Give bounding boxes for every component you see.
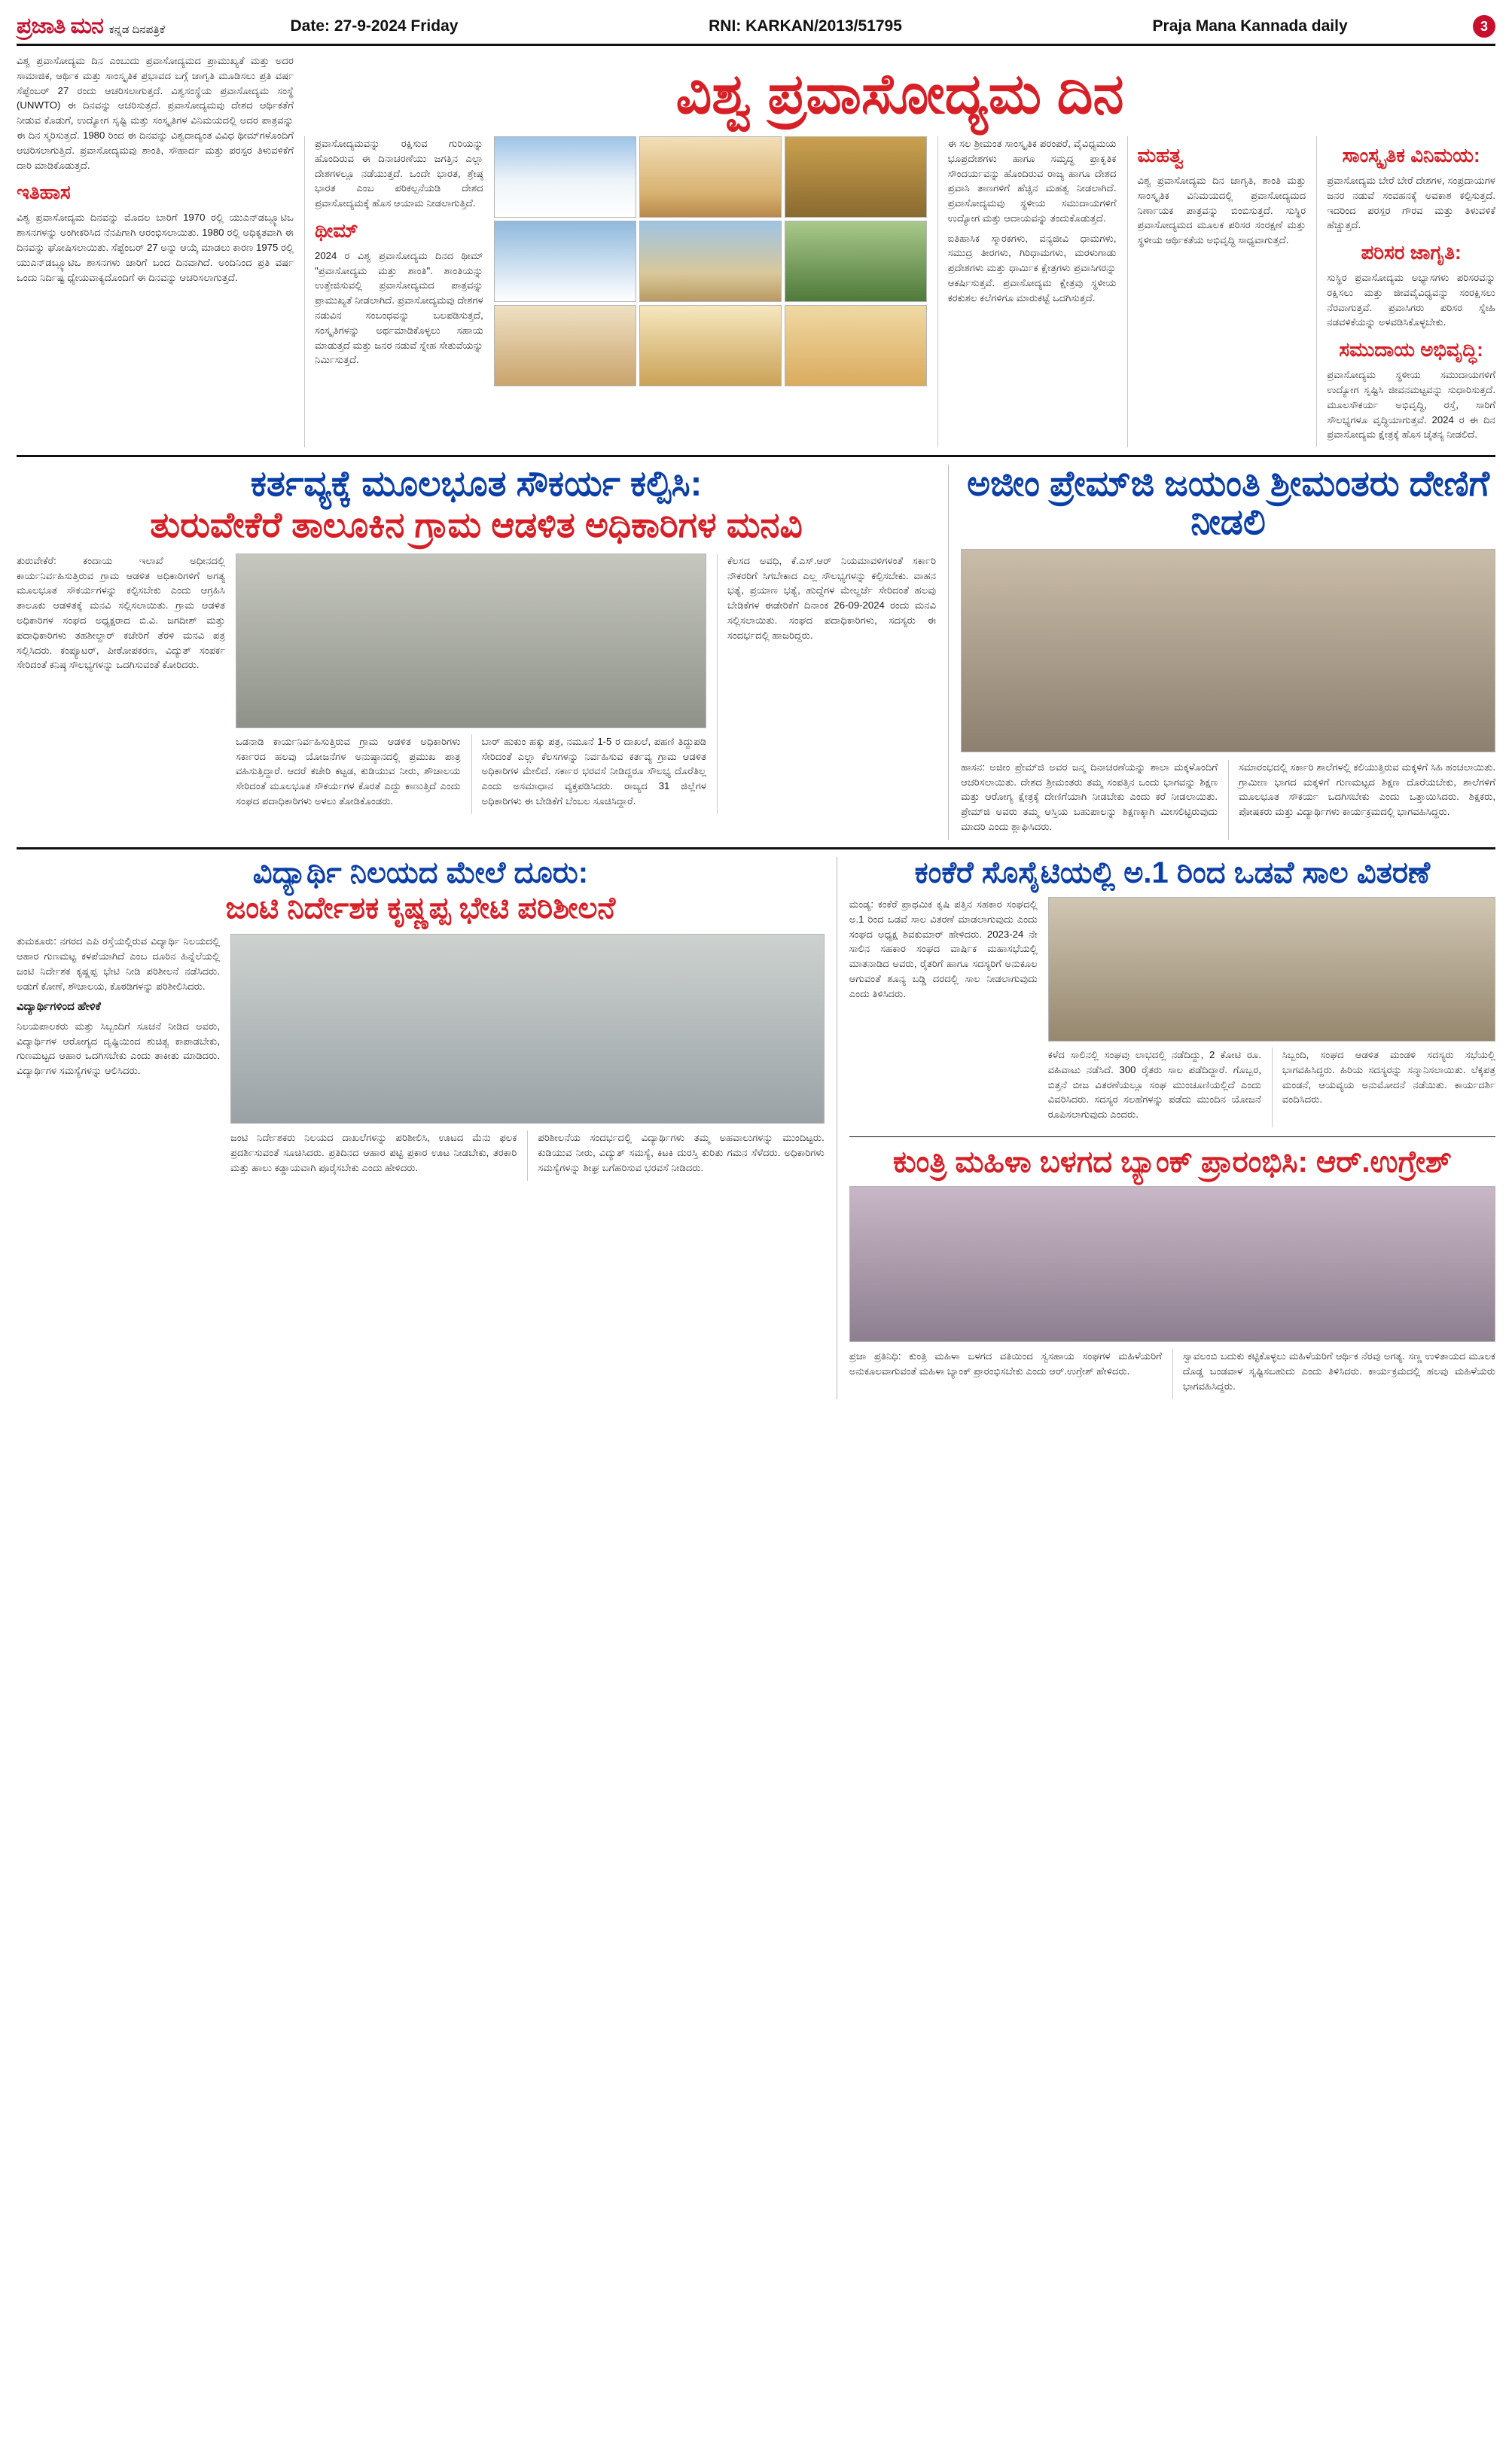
story2-column-1: [17, 554, 225, 814]
lead-column-2: [304, 136, 483, 447]
story4-col1-text: ತುಮಕೂರು: ನಗರದ ಎಪಿ ರಸ್ತೆಯಲ್ಲಿರುವ ವಿದ್ಯಾರ್ಥಿ ನಿಲಯದಲ್ಲಿ ಆಹಾರ ಗುಣಮಟ್ಟ ಕಳಪೆಯಾಗಿದೆ ಎಂಬ ದೂರಿನ ಹಿನ್ನೆಲೆಯಲ್ಲಿ ಜಂಟಿ ನಿರ್ದೇಶಕ ಕೃಷ್ಣಪ್ಪ ಭೇಟಿ ನೀಡಿ ಪರಿಶೀಲನೆ ನಡೆಸಿದರು. ಅಡುಗೆ ಕೋಣೆ, ಶೌಚಾಲಯ, ಕೊಠಡಿಗಳನ್ನು ಪರಿಶೀಲಿಸಿದರು.: [17, 935, 220, 992]
story5-column-1: [849, 897, 1038, 1127]
publication-logo: [17, 14, 165, 39]
story3-column-2: [1228, 760, 1495, 840]
heritage-temple-photo: [639, 305, 782, 386]
lead-headline: ವಿಶ್ವ ಪ್ರವಾಸೋದ್ಯಮ ದಿನ: [675, 63, 1124, 125]
lead-sub-head-2: ಪರಿಸರ ಜಾಗೃತಿ:: [1361, 241, 1462, 264]
story2-col3-text: ಬಾರ್ ಹುಕುಂ ಹಕ್ಕು ಪತ್ರ, ನಮೂನೆ 1-5 ರ ದಾಖಲೆ, ಪಹಣಿ ತಿದ್ದುಪಡಿ ಸೇರಿದಂತೆ ಎಲ್ಲಾ ಕೆಲಸಗಳನ್ನು ನಿರ್ವಹಿಸುವ ಕರ್ತವ್ಯ ಗ್ರಾಮ ಆಡಳಿತ ಅಧಿಕಾರಿಗಳ ಮೇಲಿದೆ. ಸರ್ಕಾರ ಭರವಸೆ ನೀಡಿದ್ದರೂ ಸೌಲಭ್ಯ ದೊರೆತಿಲ್ಲ ಎಂದು ಅಸಮಾಧಾನ ವ್ಯಕ್ತಪಡಿಸಿದರು. ರಾಜ್ಯದ 31 ಜಿಲ್ಲೆಗಳ ಅಧಿಕಾರಿಗಳು ಈ ಬೇಡಿಕೆಗೆ ಬೆಂಬಲ ಸೂಚಿಸಿದ್ದಾರೆ.: [481, 735, 707, 807]
lead-col1-text: ವಿಶ್ವ ಪ್ರವಾಸೋದ್ಯಮ ದಿನ ಎಂಬುದು ಪ್ರವಾಸೋದ್ಯಮದ ಪ್ರಾಮುಖ್ಯತೆ ಮತ್ತು ಅದರ ಸಾಮಾಜಿಕ, ಆರ್ಥಿಕ ಮತ್ತು ಸಾಂಸ್ಕೃತಿಕ ಪ್ರಭಾವದ ಬಗ್ಗೆ ಜಾಗೃತಿ ಮೂಡಿಸಲು ಪ್ರತಿ ವರ್ಷ ಸೆಪ್ಟೆಂಬರ್ 27 ರಂದು ಆಚರಿಸಲಾಗುತ್ತದೆ. ವಿಶ್ವಸಂಸ್ಥೆಯ ಪ್ರವಾಸೋದ್ಯಮ ಸಂಸ್ಥೆ (UNWTO) ಈ ದಿನವನ್ನು ಆಚರಿಸುತ್ತದೆ. ಪ್ರವಾಸೋದ್ಯಮವು ದೇಶದ ಆರ್ಥಿಕತೆಗೆ ನೀಡುವ ಕೊಡುಗೆ, ಉದ್ಯೋಗ ಸೃಷ್ಟಿ ಮತ್ತು ಸಂಸ್ಕೃತಿಗಳ ವಿನಿಮಯದಲ್ಲಿ ಅದರ ಪಾತ್ರವನ್ನು ಈ ದಿನ ಸ್ಮರಿಸುತ್ತದೆ. 1980 ರಿಂದ ಈ ದಿನವನ್ನು ವಿಶ್ವದಾದ್ಯಂತ ವಿವಿಧ ಥೀಮ್‌ಗಳೊಂದಿಗೆ ಆಚರಿಸಲಾಗುತ್ತಿದೆ. ಪ್ರವಾಸೋದ್ಯಮವು ಶಾಂತಿ, ಸೌಹಾರ್ದ ಮತ್ತು ಪರಸ್ಪರ ತಿಳುವಳಿಕೆಗೆ ದಾರಿ ಮಾಡಿಕೊಡುತ್ತದೆ.: [17, 55, 294, 171]
lead-theme-head: ಥೀಮ್: [315, 218, 358, 242]
section-divider-1: [17, 455, 1495, 457]
lead-theme-text: 2024 ರ ವಿಶ್ವ ಪ್ರವಾಸೋದ್ಯಮ ದಿನದ ಥೀಮ್ "ಪ್ರವಾಸೋದ್ಯಮ ಮತ್ತು ಶಾಂತಿ". ಶಾಂತಿಯನ್ನು ಉತ್ತೇಜಿಸುವಲ್ಲಿ ಪ್ರವಾಸೋದ್ಯಮದ ಪಾತ್ರವನ್ನು ಪ್ರಾಮುಖ್ಯತೆ ನೀಡಲಾಗಿದೆ. ಪ್ರವಾಸೋದ್ಯಮವು ದೇಶಗಳ ನಡುವಿನ ಸಂಬಂಧವನ್ನು ಬಲಪಡಿಸುತ್ತದೆ, ಸಂಸ್ಕೃತಿಗಳನ್ನು ಅರ್ಥಮಾಡಿಕೊಳ್ಳಲು ಸಹಾಯ ಮಾಡುತ್ತದೆ ಮತ್ತು ಜನರ ನಡುವೆ ಸ್ನೇಹ ಸೇತುವೆಯನ್ನು ನಿರ್ಮಿಸುತ್ತದೆ.: [315, 249, 483, 366]
lead-sub-text-1: ಪ್ರವಾಸೋದ್ಯಮ ಬೇರೆ ಬೇರೆ ದೇಶಗಳ, ಸಂಪ್ರದಾಯಗಳ ಜನರ ನಡುವೆ ಸಂವಹನಕ್ಕೆ ಅವಕಾಶ ಕಲ್ಪಿಸುತ್ತದೆ. ಇದರಿಂದ ಪರಸ್ಪರ ಗೌರವ ಮತ್ತು ತಿಳುವಳಿಕೆ ಹೆಚ್ಚುತ್ತದೆ.: [1327, 174, 1495, 231]
lead-column-1: [17, 53, 294, 447]
camel-desert-photo: [785, 305, 927, 386]
stone-monument-photo: [639, 136, 782, 218]
india-gate-photo: [639, 221, 782, 302]
inspection-office-photo: [230, 934, 825, 1124]
story4-column-3: [527, 1130, 824, 1180]
story4-headline-line1: ವಿದ್ಯಾರ್ಥಿ ನಿಲಯದ ಮೇಲೆ ದೂರು:: [252, 856, 589, 889]
story2-column-4: [717, 554, 936, 814]
story3-column-1: [961, 760, 1218, 840]
lead-importance-text: ವಿಶ್ವ ಪ್ರವಾಸೋದ್ಯಮ ದಿನ ಜಾಗೃತಿ, ಶಾಂತಿ ಮತ್ತು ಸಾಂಸ್ಕೃತಿಕ ವಿನಿಮಯದಲ್ಲಿ ಪ್ರವಾಸೋದ್ಯಮದ ನಿರ್ಣಾಯಕ ಪಾತ್ರವನ್ನು ಬಿಂಬಿಸುತ್ತದೆ. ಸುಸ್ಥಿರ ಪ್ರವಾಸೋದ್ಯಮದ ಮೂಲಕ ಪರಿಸರ ಸಂರಕ್ಷಣೆ ಮತ್ತು ಸ್ಥಳೀಯ ಆರ್ಥಿಕತೆಯ ಅಭಿವೃದ್ಧಿ ಸಾಧ್ಯವಾಗುತ್ತದೆ.: [1137, 174, 1306, 246]
snow-mountain-photo: [494, 136, 636, 218]
rni-number: RNI: KARKAN/2013/51795: [709, 17, 902, 35]
story6-col1-text: ಪ್ರಜಾ ಪ್ರತಿನಿಧಿ: ಕುಂತ್ರಿ ಮಹಿಳಾ ಬಳಗದ ವತಿಯಿಂದ ಸ್ವಸಹಾಯ ಸಂಘಗಳ ಮಹಿಳೆಯರಿಗೆ ಅನುಕೂಲವಾಗುವಂತೆ ಮಹಿಳಾ ಬ್ಯಾಂಕ್ ಪ್ರಾರಂಭಿಸಬೇಕು ಎಂದು ಆರ್.ಉಗ್ರೇಶ್ ಹೇಳಿದರು.: [849, 1350, 1162, 1377]
lead-importance-head: ಮಹತ್ವ: [1137, 143, 1184, 166]
section-divider-2: [17, 847, 1495, 849]
children-celebration-photo: [961, 549, 1495, 752]
story2-column-2: [236, 734, 461, 814]
lead-column-6: [1316, 136, 1495, 447]
story5-headline: ಕಂಕೆರೆ ಸೊಸೈಟಿಯಲ್ಲಿ ಅ.1 ರಿಂದ ಒಡವೆ ಸಾಲ ವಿತರಣೆ: [914, 856, 1431, 889]
story6-col2-text: ಸ್ವಾವಲಂಬಿ ಬದುಕು ಕಟ್ಟಿಕೊಳ್ಳಲು ಮಹಿಳೆಯರಿಗೆ ಆರ್ಥಿಕ ನೆರವು ಅಗತ್ಯ. ಸಣ್ಣ ಉಳಿತಾಯದ ಮೂಲಕ ದೊಡ್ಡ ಬಂಡವಾಳ ಸೃಷ್ಟಿಸಬಹುದು ಎಂದು ತಿಳಿಸಿದರು. ಕಾರ್ಯಕ್ರಮದಲ್ಲಿ ಹಲವು ಮಹಿಳೆಯರು ಭಾಗವಹಿಸಿದ್ದರು.: [1182, 1350, 1495, 1392]
story4-headline-line2: ಜಂಟಿ ನಿರ್ದೇಶಕ ಕೃಷ್ಣಪ್ಪ ಭೇಟಿ ಪರಿಶೀಲನೆ: [225, 891, 616, 925]
story3-headline: ಅಜೀಂ ಪ್ರೇಮ್‌ಜಿ ಜಯಂತಿ ಶ್ರೀಮಂತರು ದೇಣಿಗೆ ನೀಡಲಿ: [967, 463, 1489, 542]
logo-sub-text: ಕನ್ನಡ ದಿನಪತ್ರಿಕೆ: [108, 23, 166, 36]
lead-history-head: ಇತಿಹಾಸ: [17, 181, 71, 204]
story4-col1b-text: ನಿಲಯಪಾಲಕರು ಮತ್ತು ಸಿಬ್ಬಂದಿಗೆ ಸೂಚನೆ ನೀಡಿದ ಅವರು, ವಿದ್ಯಾರ್ಥಿಗಳ ಆರೋಗ್ಯದ ದೃಷ್ಟಿಯಿಂದ ಶುಚಿತ್ವ ಕಾಪಾಡಬೇಕು, ಗುಣಮಟ್ಟದ ಆಹಾರ ಒದಗಿಸಬೇಕು ಎಂದು ತಾಕೀತು ಮಾಡಿದರು. ವಿದ್ಯಾರ್ಥಿಗಳ ಸಮಸ್ಯೆಗಳನ್ನು ಆಲಿಸಿದರು.: [17, 1020, 220, 1077]
story3-col1-text: ಹಾಸನ: ಅಜೀಂ ಪ್ರೇಮ್‌ಜಿ ಅವರ ಜನ್ಮ ದಿನಾಚರಣೆಯನ್ನು ಶಾಲಾ ಮಕ್ಕಳೊಂದಿಗೆ ಆಚರಿಸಲಾಯಿತು. ದೇಶದ ಶ್ರೀಮಂತರು ತಮ್ಮ ಸಂಪತ್ತಿನ ಒಂದು ಭಾಗವನ್ನು ಶಿಕ್ಷಣ ಮತ್ತು ಆರೋಗ್ಯ ಕ್ಷೇತ್ರಕ್ಕೆ ದೇಣಿಗೆಯಾಗಿ ನೀಡಬೇಕು ಎಂದು ಕರೆ ನೀಡಲಾಯಿತು. ಪ್ರೇಮ್‌ಜಿ ಅವರು ತಮ್ಮ ಆಸ್ತಿಯ ಬಹುಪಾಲನ್ನು ಶಿಕ್ಷಣಕ್ಕಾಗಿ ಮೀಸಲಿಟ್ಟಿರುವುದು ಮಾದರಿ ಎಂದು ಶ್ಲಾಘಿಸಿದರು.: [961, 761, 1218, 832]
lead-sub-text-3: ಪ್ರವಾಸೋದ್ಯಮ ಸ್ಥಳೀಯ ಸಮುದಾಯಗಳಿಗೆ ಉದ್ಯೋಗ ಸೃಷ್ಟಿಸಿ ಜೀವನಮಟ್ಟವನ್ನು ಸುಧಾರಿಸುತ್ತದೆ. ಮೂಲಸೌಕರ್ಯ ಅಭಿವೃದ್ಧಿ, ರಸ್ತೆ, ಸಾರಿಗೆ ಸೌಲಭ್ಯಗಳೂ ವೃದ್ಧಿಯಾಗುತ್ತವೆ. 2024 ರ ಈ ದಿನ ಪ್ರವಾಸೋದ್ಯಮ ಕ್ಷೇತ್ರಕ್ಕೆ ಹೊಸ ಚೈತನ್ಯ ನೀಡಲಿದೆ.: [1327, 369, 1495, 441]
story2-col1-text: ತುರುವೇಕೆರೆ: ಕಂದಾಯ ಇಲಾಖೆ ಅಧೀನದಲ್ಲಿ ಕಾರ್ಯನಿರ್ವಹಿಸುತ್ತಿರುವ ಗ್ರಾಮ ಆಡಳಿತ ಅಧಿಕಾರಿಗಳಿಗೆ ಅಗತ್ಯ ಮೂಲಭೂತ ಸೌಕರ್ಯಗಳನ್ನು ಕಲ್ಪಿಸಬೇಕು ಎಂದು ಆಗ್ರಹಿಸಿ ತಾಲೂಕು ಆಡಳಿತಕ್ಕೆ ಮನವಿ ಸಲ್ಲಿಸಲಾಯಿತು. ಗ್ರಾಮ ಆಡಳಿತ ಅಧಿಕಾರಿಗಳ ಸಂಘದ ಅಧ್ಯಕ್ಷರಾದ ಬಿ.ವಿ. ಜಗದೀಶ್ ಮತ್ತು ಪದಾಧಿಕಾರಿಗಳು ತಹಶೀಲ್ದಾರ್ ಕಚೇರಿಗೆ ತೆರಳಿ ಮನವಿ ಪತ್ರ ಸಲ್ಲಿಸಿದರು. ಕಂಪ್ಯೂಟರ್, ಪೀಠೋಪಕರಣ, ವಿದ್ಯುತ್ ಸಂಪರ್ಕ ಸೇರಿದಂತೆ ಕನಿಷ್ಠ ಸೌಲಭ್ಯಗಳನ್ನು ಒದಗಿಸುವಂತೆ ಕೋರಿದರು.: [17, 554, 226, 671]
lead-col2-text: ಪ್ರವಾಸೋದ್ಯಮವನ್ನು ರಕ್ಷಿಸುವ ಗುರಿಯನ್ನು ಹೊಂದಿರುವ ಈ ದಿನಾಚರಣೆಯು ಜಗತ್ತಿನ ಎಲ್ಲಾ ದೇಶಗಳಲ್ಲೂ ನಡೆಯುತ್ತದೆ. ಒಂದೇ ಭಾರತ, ಶ್ರೇಷ್ಠ ಭಾರತ ಎಂಬ ಪರಿಕಲ್ಪನೆಯಡಿ ದೇಶದ ಪ್ರವಾಸೋದ್ಯಮಕ್ಕೆ ಹೊಸ ಆಯಾಮ ನೀಡಲಾಗುತ್ತಿದೆ.: [315, 137, 483, 209]
story4-col2-text: ಜಂಟಿ ನಿರ್ದೇಶಕರು ನಿಲಯದ ದಾಖಲೆಗಳನ್ನು ಪರಿಶೀಲಿಸಿ, ಊಟದ ಮೆನು ಫಲಕ ಪ್ರದರ್ಶಿಸುವಂತೆ ಸೂಚಿಸಿದರು. ಪ್ರತಿದಿನದ ಆಹಾರ ಪಟ್ಟಿ ಪ್ರಕಾರ ಊಟ ನೀಡಬೇಕು, ತರಕಾರಿ ಮತ್ತು ಹಾಲು ಕಡ್ಡಾಯವಾಗಿ ಪೂರೈಸಬೇಕು ಎಂದು ಹೇಳಿದರು.: [230, 1132, 517, 1173]
story4-subhead: ವಿದ್ಯಾರ್ಥಿಗಳಿಂದ ಹೇಳಿಕೆ: [17, 1000, 101, 1014]
temple-photo: [494, 305, 636, 386]
story2-col2-text: ಒಡನಾಡಿ ಕಾರ್ಯನಿರ್ವಹಿಸುತ್ತಿರುವ ಗ್ರಾಮ ಆಡಳಿತ ಅಧಿಕಾರಿಗಳು ಸರ್ಕಾರದ ಹಲವು ಯೋಜನೆಗಳ ಅನುಷ್ಠಾನದಲ್ಲಿ ಪ್ರಮುಖ ಪಾತ್ರ ವಹಿಸುತ್ತಿದ್ದಾರೆ. ಆದರೆ ಕಚೇರಿ ಕಟ್ಟಡ, ಕುಡಿಯುವ ನೀರು, ಶೌಚಾಲಯ ಸೇರಿದಂತೆ ಮೂಲಭೂತ ಸೌಕರ್ಯಗಳ ಕೊರತೆ ಎದ್ದು ಕಾಣುತ್ತಿದೆ ಎಂದು ಸಂಘದ ಪದಾಧಿಕಾರಿಗಳು ಅಳಲು ತೋಡಿಕೊಂಡರು.: [236, 735, 461, 807]
story6-column-2: [1172, 1349, 1495, 1398]
story2-headline-line1: ಕರ್ತವ್ಯಕ್ಕೆ ಮೂಲಭೂತ ಸೌಕರ್ಯ ಕಲ್ಪಿಸಿ:: [250, 463, 703, 504]
story6-column-1: [849, 1349, 1162, 1398]
society-meeting-photo: [1048, 897, 1495, 1042]
section-divider-3: [849, 1136, 1495, 1137]
story5-column-2: [1048, 1048, 1261, 1127]
masthead: [17, 14, 1495, 46]
hill-station-photo: [785, 221, 927, 302]
story2-column-3: [471, 734, 707, 814]
lead-column-5: [1127, 136, 1306, 447]
women-group-photo: [849, 1186, 1495, 1342]
lead-sub-head-1: ಸಾಂಸ್ಕೃತಿಕ ವಿನಿಮಯ:: [1342, 143, 1480, 166]
story2-headline-line2: ತುರುವೇಕೆರೆ ತಾಲೂಕಿನ ಗ್ರಾಮ ಆಡಳಿತ ಅಧಿಕಾರಿಗಳ ಮನವಿ: [150, 505, 803, 545]
ski-slope-photo: [494, 221, 636, 302]
story5-col3-text: ಸಿಬ್ಬಂದಿ, ಸಂಘದ ಆಡಳಿತ ಮಂಡಳಿ ಸದಸ್ಯರು ಸಭೆಯಲ್ಲಿ ಭಾಗವಹಿಸಿದ್ದರು. ಹಿರಿಯ ಸದಸ್ಯರನ್ನು ಸನ್ಮಾನಿಸಲಾಯಿತು. ಲೆಕ್ಕಪತ್ರ ಮಂಡನೆ, ಆಯವ್ಯಯ ಅನುಮೋದನೆ ನಡೆಯಿತು. ಕಾರ್ಯದರ್ಶಿ ವಂದಿಸಿದರು.: [1282, 1048, 1495, 1106]
lead-photo-grid: [494, 136, 927, 447]
lead-sub-text-2: ಸುಸ್ಥಿರ ಪ್ರವಾಸೋದ್ಯಮ ಅಭ್ಯಾಸಗಳು ಪರಿಸರವನ್ನು ರಕ್ಷಿಸಲು ಮತ್ತು ಜೀವವೈವಿಧ್ಯವನ್ನು ಸಂರಕ್ಷಿಸಲು ನೆರವಾಗುತ್ತವೆ. ಪ್ರವಾಸಿಗರು ಪರಿಸರ ಸ್ನೇಹಿ ನಡವಳಿಕೆಯನ್ನು ಅಳವಡಿಸಿಕೊಳ್ಳಬೇಕು.: [1327, 272, 1495, 328]
lead-col4-text: ಐತಿಹಾಸಿಕ ಸ್ಮಾರಕಗಳು, ವನ್ಯಜೀವಿ ಧಾಮಗಳು, ಸಮುದ್ರ ತೀರಗಳು, ಗಿರಿಧಾಮಗಳು, ಮರಳುಗಾಡು ಪ್ರದೇಶಗಳು ಮತ್ತು ಧಾರ್ಮಿಕ ಕ್ಷೇತ್ರಗಳು ಪ್ರವಾಸಿಗರನ್ನು ಆಕರ್ಷಿಸುತ್ತವೆ. ಪ್ರವಾಸೋದ್ಯಮ ಕ್ಷೇತ್ರವು ಸ್ಥಳೀಯ ಕರಕುಶಲ ಕಲೆಗಳಿಗೂ ಮಾರುಕಟ್ಟೆ ಒದಗಿಸುತ್ತದೆ.: [947, 232, 1117, 303]
tiger-photo: [785, 136, 927, 218]
publication-title-en: Praja Mana Kannada daily: [1152, 17, 1348, 35]
story5-col1-text: ಮಂಡ್ಯ: ಕಂಕೆರೆ ಪ್ರಾಥಮಿಕ ಕೃಷಿ ಪತ್ತಿನ ಸಹಕಾರ ಸಂಘದಲ್ಲಿ ಅ.1 ರಿಂದ ಒಡವೆ ಸಾಲ ವಿತರಣೆ ಮಾಡಲಾಗುವುದು ಎಂದು ಸಂಘದ ಅಧ್ಯಕ್ಷ ಶಿವಕುಮಾರ್ ಹೇಳಿದರು. 2023-24 ನೇ ಸಾಲಿನ ಸಹಕಾರ ಸಂಘದ ವಾರ್ಷಿಕ ಮಹಾಸಭೆಯಲ್ಲಿ ಮಾತನಾಡಿದ ಅವರು, ರೈತರಿಗೆ ಹಾಗೂ ಸದಸ್ಯರಿಗೆ ಅನುಕೂಲ ಆಗುವಂತೆ ಶೂನ್ಯ ಬಡ್ಡಿ ದರದಲ್ಲಿ ಸಾಲ ನೀಡಲಾಗುವುದು ಎಂದು ತಿಳಿಸಿದರು.: [849, 898, 1038, 999]
lead-history-text: ವಿಶ್ವ ಪ್ರವಾಸೋದ್ಯಮ ದಿನವನ್ನು ಮೊದಲ ಬಾರಿಗೆ 1970 ರಲ್ಲಿ ಯುಎನ್‌ಡಬ್ಲ್ಯೂಟಿಒ ಶಾಸನಗಳನ್ನು ಅಂಗೀಕರಿಸಿದ ನೆನಪಿಗಾಗಿ ಆರಂಭಿಸಲಾಯಿತು. 1980 ರಲ್ಲಿ ಅಧಿಕೃತವಾಗಿ ಈ ದಿನವನ್ನು ಘೋಷಿಸಲಾಯಿತು. ಸೆಪ್ಟೆಂಬರ್ 27 ಅನ್ನು ಆಯ್ಕೆ ಮಾಡಲು ಕಾರಣ 1975 ರಲ್ಲಿ ಯುಎನ್‌ಡಬ್ಲ್ಯೂಟಿಒ ಶಾಸನಗಳು ಜಾರಿಗೆ ಬಂದ ದಿನವಾಗಿದೆ. ಅಂದಿನಿಂದ ಪ್ರತಿ ವರ್ಷ ಒಂದು ನಿರ್ದಿಷ್ಟ ಧ್ಯೇಯವಾಕ್ಯದೊಂದಿಗೆ ಈ ದಿನವನ್ನು ಆಚರಿಸಲಾಗುತ್ತದೆ.: [17, 212, 294, 283]
story4-col3-text: ಪರಿಶೀಲನೆಯ ಸಂದರ್ಭದಲ್ಲಿ ವಿದ್ಯಾರ್ಥಿಗಳು ತಮ್ಮ ಅಹವಾಲುಗಳನ್ನು ಮುಂದಿಟ್ಟರು. ಕುಡಿಯುವ ನೀರು, ವಿದ್ಯುತ್ ಸಮಸ್ಯೆ, ಕಿಟಕಿ ದುರಸ್ತಿ ಕುರಿತು ಗಮನ ಸೆಳೆದರು. ಅಧಿಕಾರಿಗಳು ಸಮಸ್ಯೆಗಳನ್ನು ಶೀಘ್ರ ಬಗೆಹರಿಸುವ ಭರವಸೆ ನೀಡಿದರು.: [538, 1132, 825, 1173]
story5-column-3: [1272, 1048, 1495, 1127]
story4-column-1: [17, 934, 220, 1180]
story2-col4-text: ಕೆಲಸದ ಅವಧಿ, ಕೆ.ಎಸ್.ಆರ್ ನಿಯಮಾವಳಿಗಳಂತೆ ಸರ್ಕಾರಿ ನೌಕರರಿಗೆ ಸಿಗಬೇಕಾದ ಎಲ್ಲ ಸೌಲಭ್ಯಗಳನ್ನು ಕಲ್ಪಿಸಬೇಕು. ವಾಹನ ಭತ್ಯೆ, ಪ್ರಯಾಣ ಭತ್ಯೆ, ಹುದ್ದೆಗಳ ಮೇಲ್ದರ್ಜೆ ಸೇರಿದಂತೆ ಹಲವು ಬೇಡಿಕೆಗಳ ಈಡೇರಿಕೆಗೆ ದಿನಾಂಕ 26-09-2024 ರಂದು ಮನವಿ ಸಲ್ಲಿಸಲಾಯಿತು. ಸಂಘದ ಪದಾಧಿಕಾರಿಗಳು, ಸದಸ್ಯರು ಈ ಸಂದರ್ಭದಲ್ಲಿ ಹಾಜರಿದ್ದರು.: [727, 554, 937, 641]
lead-sub-head-3: ಸಮುದಾಯ ಅಭಿವೃದ್ಧಿ:: [1339, 338, 1483, 361]
issue-date: Date: 27-9-2024 Friday: [290, 17, 459, 35]
story5-col2-text: ಕಳೆದ ಸಾಲಿನಲ್ಲಿ ಸಂಘವು ಲಾಭದಲ್ಲಿ ನಡೆದಿದ್ದು, 2 ಕೋಟಿ ರೂ. ವಹಿವಾಟು ನಡೆಸಿದೆ. 300 ರೈತರು ಸಾಲ ಪಡೆದಿದ್ದಾರೆ. ಗೊಬ್ಬರ, ಬಿತ್ತನೆ ಬೀಜ ವಿತರಣೆಯಲ್ಲೂ ಸಂಘ ಮುಂಚೂಣಿಯಲ್ಲಿದೆ ಎಂದು ವಿವರಿಸಿದರು. ಸದಸ್ಯರ ಸಲಹೆಗಳನ್ನು ಪಡೆದು ಮುಂದಿನ ಯೋಜನೆ ರೂಪಿಸಲಾಗುವುದು ಎಂದರು.: [1047, 1048, 1261, 1121]
page-number-badge: 3: [1473, 15, 1495, 38]
lead-col3-text: ಈ ಸಲ ಶ್ರೀಮಂತ ಸಾಂಸ್ಕೃತಿಕ ಪರಂಪರೆ, ವೈವಿಧ್ಯಮಯ ಭೂಪ್ರದೇಶಗಳು ಹಾಗೂ ಸಮೃದ್ಧ ಪ್ರಾಕೃತಿಕ ಸೌಂದರ್ಯವನ್ನು ಹೊಂದಿರುವ ರಾಜ್ಯ ಹಾಗೂ ದೇಶದ ಪ್ರವಾಸಿ ತಾಣಗಳಿಗೆ ಹೆಚ್ಚಿನ ಮಹತ್ವ ನೀಡಲಾಗಿದೆ. ಪ್ರವಾಸೋದ್ಯಮವು ಸ್ಥಳೀಯ ಸಮುದಾಯಗಳಿಗೆ ಉದ್ಯೋಗ ಮತ್ತು ಆದಾಯವನ್ನು ತಂದುಕೊಡುತ್ತದೆ.: [947, 137, 1117, 224]
officials-group-photo: [236, 554, 706, 728]
logo-main-text: ಪ್ರಜಾತಿ ಮನ: [17, 14, 103, 38]
lead-column-4: [937, 136, 1117, 447]
story6-headline: ಕುಂತ್ರಿ ಮಹಿಳಾ ಬಳಗದ ಬ್ಯಾಂಕ್ ಪ್ರಾರಂಭಿಸಿ: ಆರ್.ಉಗ್ರೇಶ್: [892, 1145, 1452, 1179]
story3-col2-text: ಸಮಾರಂಭದಲ್ಲಿ ಸರ್ಕಾರಿ ಶಾಲೆಗಳಲ್ಲಿ ಕಲಿಯುತ್ತಿರುವ ಮಕ್ಕಳಿಗೆ ಸಿಹಿ ಹಂಚಲಾಯಿತು. ಗ್ರಾಮೀಣ ಭಾಗದ ಮಕ್ಕಳಿಗೆ ಗುಣಮಟ್ಟದ ಶಿಕ್ಷಣ ದೊರೆಯಬೇಕು, ಶಾಲೆಗಳಿಗೆ ಮೂಲಭೂತ ಸೌಕರ್ಯ ಒದಗಿಸಬೇಕು ಎಂದು ಒತ್ತಾಯಿಸಿದರು. ಶಿಕ್ಷಕರು, ಪೋಷಕರು ಮತ್ತು ವಿದ್ಯಾರ್ಥಿಗಳು ಕಾರ್ಯಕ್ರಮದಲ್ಲಿ ಭಾಗವಹಿಸಿದ್ದರು.: [1239, 761, 1496, 818]
story4-column-2: [230, 1130, 517, 1180]
